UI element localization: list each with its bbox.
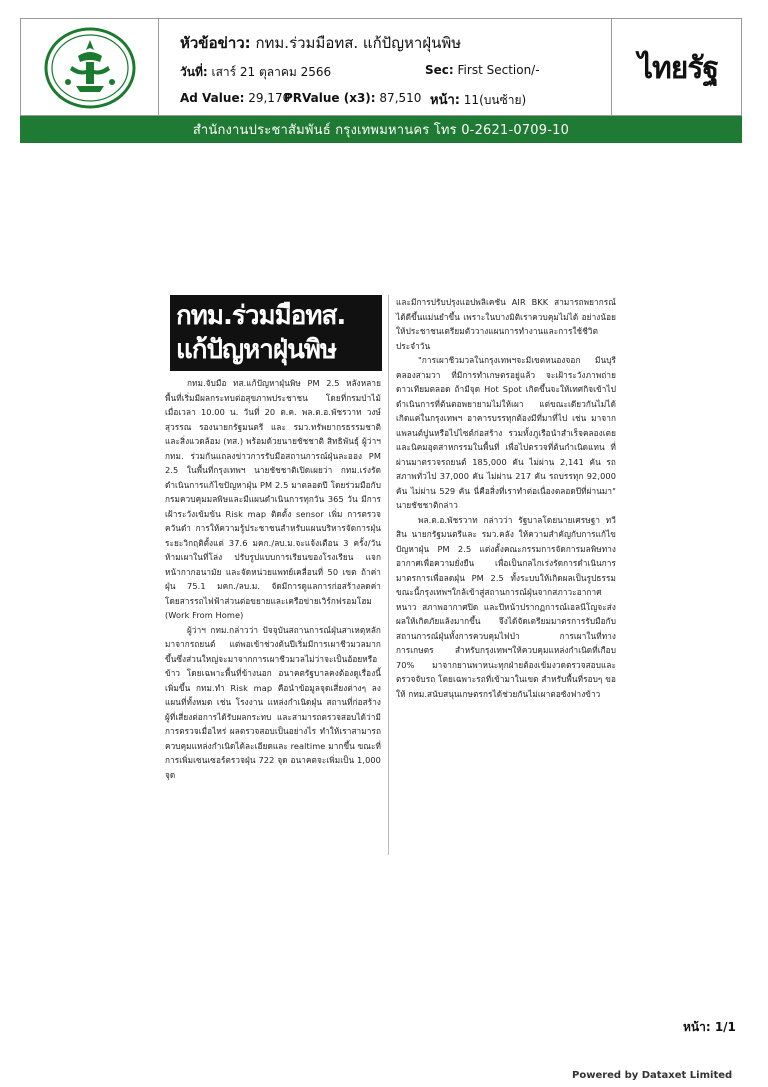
article-paragraph: ผู้ว่าฯ กทม.กล่าวว่า ปัจจุบันสถานการณ์ฝุ่นสาเหตุหลักมาจากรถยนต์ แต่พอเข้าช่วงต้นปีเริ่มมีการเผาชีวมวลมากขึ้นซึ่งส่วนใหญ่จะมาจากการเผาชีวมวลไม่ว่าจะเป็นอ้อยหรือข้าว โดยเฉพาะพื้นที่ข้างนอก อนาคตรัฐบาลคงต้องดูเรื่องนี้เพิ่มขึ้น กทม.ทำ Risk map คือนำข้อมูลจุดเสี่ยงต่างๆ ลงแผนที่ทั้งหมด เช่น โรงงาน แหล่งกำเนิดฝุ่น สถานที่ก่อสร้าง ผู้ที่เสี่ยงต่อการได้รับผลกระทบ และสามารถตรวจสอบได้ว่ามีการตรวจเมื่อไหร่ ผลตรวจสอบเป็นอย่างไร ทำให้เราสามารถควบคุมแหล่งกำเนิดได้ละเอียดและ realtime มากขึ้น ขณะที่การเพิ่มเซนเซอร์ตรวจฝุ่น 722 จุด อนาคตจะเพิ่มเป็น 1,000 จุด	[165, 624, 381, 780]
contact-banner: สำนักงานประชาสัมพันธ์ กรุงเทพมหานคร โทร 0-2621-0709-10	[20, 116, 742, 143]
ad-value: 29,170	[248, 91, 291, 105]
date-label: วันที่:	[180, 65, 208, 79]
page-value: 11(บนซ้าย)	[463, 93, 527, 107]
article-paragraph: กทม.จับมือ ทส.แก้ปัญหาฝุ่นพิษ PM 2.5 หลังหลายพื้นที่เริ่มมีผลกระทบต่อสุขภาพประชาชน โดยที่กรมป่าไม้ เมื่อเวลา 10.00 น. วันที่ 20 ต.ค. พล.ต.อ.พัชรวาท วงษ์สุวรรณ รองนายกรัฐมนตรี และ รมว.ทรัพยากรธรรมชาติและสิ่งแวดล้อม (ทส.) พร้อมด้วยนายชัชชาติ สิทธิพันธุ์ ผู้ว่าฯ กทม. ร่วมกันแถลงข่าวการรับมือสถานการณ์ฝุ่นละออง PM 2.5 ในพื้นที่กรุงเทพฯ นายชัชชาติเปิดเผยว่า กทม.เร่งรัดดำเนินการแก้ไขปัญหาฝุ่น PM 2.5 มาตลอดปี โดยร่วมมือกับกรมควบคุมมลพิษและมีแผนดำเนินการทุกวัน 365 วัน มีการเฝ้าระวังเข้มข้น Risk map ติดตั้ง sensor เพิ่ม การตรวจควันดำ การให้ความรู้ประชาชนสำหรับแผนบริหารจัดการฝุ่นระยะวิกฤติตั้งแต่ 37.6 มคก./ลบ.ม.จะแจ้งเตือน 3 ครั้ง/วัน ห้ามเผาในที่โล่ง ปรับรูปแบบการเรียนของโรงเรียน แจกหน้ากากอนามัย และจัดหน่วยแพทย์เคลื่อนที่ 50 เขต ถ้าค่าฝุ่น 75.1 มคก./ลบ.ม. จัดมีการดูแลการก่อสร้างลดค่าโดยสารรถไฟฟ้าส่วนต่อขยายและเครือข่ายเวิร์กฟรอมโฮม (Work From Home)	[165, 378, 381, 620]
page-label: หน้า:	[430, 93, 460, 108]
article-column-2	[396, 295, 616, 851]
page-counter: หน้า: 1/1	[683, 1020, 736, 1034]
clipping-meta	[160, 19, 612, 117]
powered-by-footer: Powered by Dataxet Limited	[572, 1070, 733, 1081]
article-column-1	[165, 376, 381, 780]
ad-value-row	[180, 91, 290, 105]
column-divider	[388, 295, 389, 855]
section-value: First Section/-	[457, 63, 540, 77]
bma-seal-icon	[42, 26, 138, 110]
article-headline-line2: แก้ปัญหาฝุ่นพิษ	[176, 335, 337, 365]
section-label: Sec:	[425, 63, 454, 77]
ad-value-label: Ad Value:	[180, 91, 245, 105]
headline-value: กทม.ร่วมมือทส. แก้ปัญหาฝุ่นพิษ	[255, 34, 462, 52]
article-paragraph: และมีการปรับปรุงแอปพลิเคชัน AIR BKK สามารถพยากรณ์ได้ดีขึ้นแม่นยำขึ้น เพราะในบางมิติเราควบคุมไม่ได้ อย่างน้อยให้ประชาชนเตรียมตัววางแผนการทำงานและการใช้ชีวิตประจำวัน	[396, 297, 616, 351]
pr-value-label: PRValue (x3):	[284, 91, 376, 105]
bma-logo	[21, 19, 159, 117]
newspaper-name: ไทยรัฐ	[637, 50, 719, 86]
page-row	[430, 89, 526, 110]
pr-value-row	[284, 91, 421, 105]
date-value: เสาร์ 21 ตุลาคม 2566	[211, 65, 332, 79]
date-row	[180, 63, 331, 82]
article-paragraph: พล.ต.อ.พัชรวาท กล่าวว่า รัฐบาลโดยนายเศรษฐา ทวีสิน นายกรัฐมนตรีและ รมว.คลัง ให้ความสำคัญกับการแก้ไขปัญหาฝุ่น PM 2.5 แต่งตั้งคณะกรรมการจัดการมลพิษทางอากาศเพื่อความยั่งยืน เพื่อเป็นกลไกเร่งรัดการดำเนินการมาตรการเพื่อลดฝุ่น PM 2.5 ทั้งระบบให้เกิดผลเป็นรูปธรรม ขณะนี้กรุงเทพฯใกล้เข้าสู่สถานการณ์ฝุ่นจากสภาวะอากาศหนาว สภาพอากาศปิด และปีหน้าปรากฏการณ์เอลนีโญจะส่งผลให้เกิดภัยแล้งมากขึ้น จึงได้จัดเตรียมมาตรการรับมือกับสถานการณ์ฝุ่นทั้งการควบคุมไฟป่า การเผาในที่ทางการเกษตร สำหรับกรุงเทพฯให้ควบคุมแหล่งกำเนิดที่เกือบ 70% มาจากยานพาหนะทุกฝ่ายต้องเข้มงวดตรวจสอบและตรวจจับรถ โดยเฉพาะรถที่เข้ามาในเขต สำหรับพื้นที่รอบๆ ขอให้ กทม.สนับสนุนเกษตรกรได้ช่วยกันไม่เผาตอซังฟางข้าว	[396, 514, 616, 699]
article-headline	[170, 295, 382, 371]
article-headline-line1: กทม.ร่วมมือทส.	[176, 301, 346, 331]
clipping-header	[20, 18, 742, 116]
headline-label: หัวข้อข่าว:	[180, 34, 251, 52]
newspaper-cell	[613, 19, 743, 117]
article-paragraph: "การเผาชีวมวลในกรุงเทพฯจะมีเขตหนองจอก มีนบุรี คลองสามวา ที่มีการทำเกษตรอยู่แล้ว จะเฝ้าระวังภาพถ่ายดาวเทียมตลอด ถ้ามีจุด Hot Spot เกิดขึ้นจะให้เทศกิจเข้าไปดำเนินการที่ต้นตอพยายามไม่ให้เผา แต่ขณะเดียวกันไม่ได้เกิดแค่ในกรุงเทพฯ อาคารบรรทุกต้องมีที่มาที่ไป เช่น มาจากแพลนต์ปูนหรือไปไซต์ก่อสร้าง รวมทั้งภูเรือนำสำเร็จคลองเตยและนิคมอุตสาหกรรมในพื้นที่ เพื่อไปตรวจที่ต้นกำเนิดแทน ที่ผ่านมาตรวจรถยนต์ 185,000 คัน ไม่ผ่าน 2,141 คัน รถสภาพทั่วไป 37,000 คัน ไม่ผ่าน 217 คัน รถบรรทุก 92,000 คัน ไม่ผ่าน 529 คัน นี่คือสิ่งที่เราทำต่อเนื่องตลอดปีที่ผ่านมา" นายชัชชาติกล่าว	[396, 355, 616, 510]
section-row	[425, 63, 540, 77]
pr-value: 87,510	[379, 91, 422, 105]
headline-row	[180, 31, 461, 55]
